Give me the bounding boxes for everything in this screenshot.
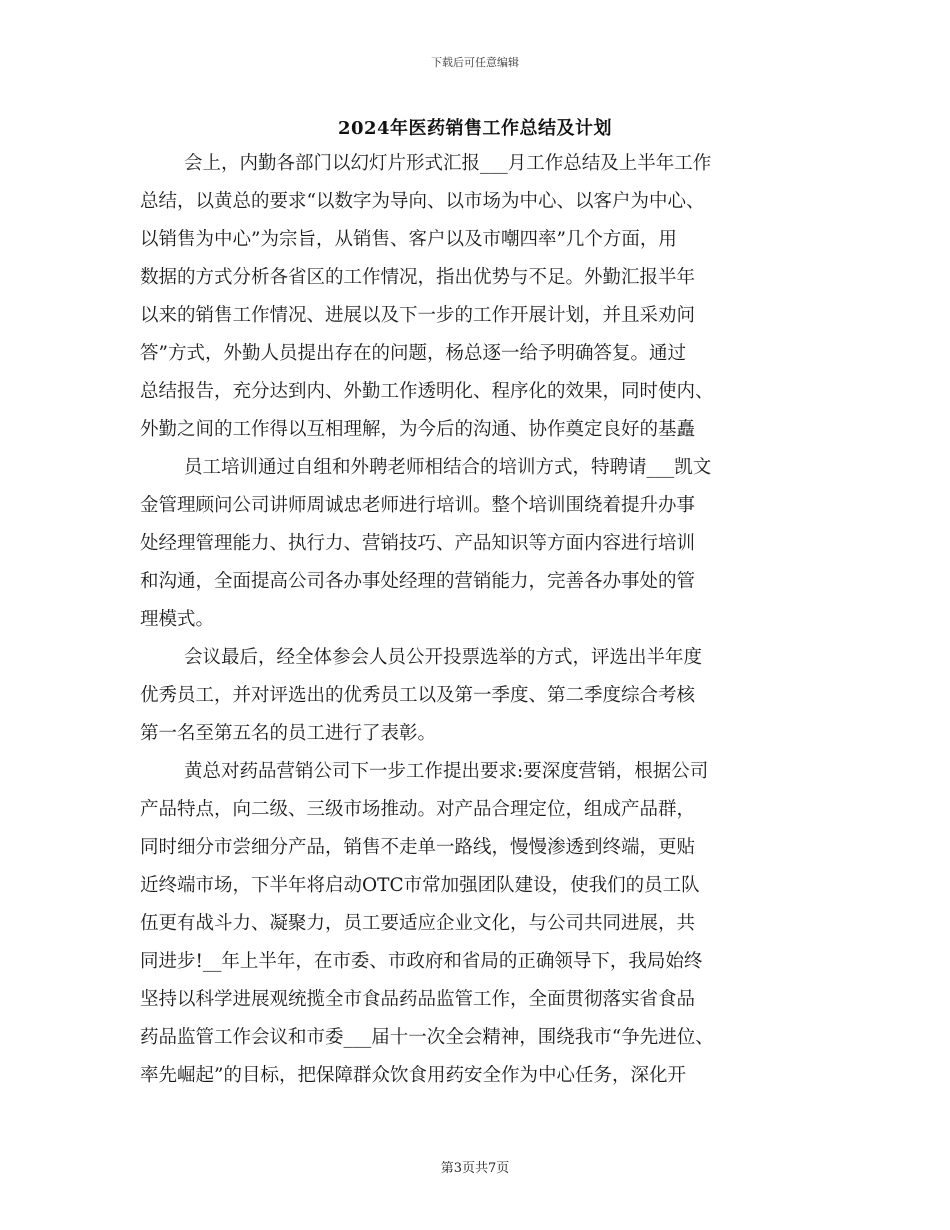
body-line: 外勤之间的工作得以互相理解，为今后的沟通、协作奠定良好的基矗 xyxy=(140,419,696,440)
body-line: 第一名至第五名的员工进行了表彰。 xyxy=(140,723,437,744)
body-line: 数据的方式分析各省区的工作情况，指出优势与不足。外勤汇报半年 xyxy=(140,267,696,288)
body-line: 坚持以科学进展观统揽全市食品药品监管工作，全面贯彻落实省食品 xyxy=(140,989,696,1010)
body-line: 产品特点，向二级、三级市场推动。对产品合理定位，组成产品群， xyxy=(140,799,696,820)
body-line: 员工培训通过自组和外聘老师相结合的培训方式，特聘请___凯文 xyxy=(184,457,712,478)
body-line: 以销售为中心”为宗旨，从销售、客户以及市嘲四率”几个方面，用 xyxy=(140,229,677,250)
body-line: 答”方式，外勤人员提出存在的问题，杨总逐一给予明确答复。通过 xyxy=(140,343,686,364)
document-body xyxy=(140,145,812,1095)
body-line: 理模式。 xyxy=(140,609,215,630)
body-line: 近终端市场，下半年将启动OTC市常加强团队建设，使我们的员工队 xyxy=(140,875,700,896)
document-title: 2024年医药销售工作总结及计划 xyxy=(337,118,613,139)
body-line: 药品监管工作会议和市委___届十一次全会精神，围绕我市“争先进位、 xyxy=(140,1027,714,1048)
body-line: 以来的销售工作情况、进展以及下一步的工作开展计划，并且采劝问 xyxy=(140,305,696,326)
header-note: 下载后可任意编辑 xyxy=(431,56,519,69)
body-line: 处经理管理能力、执行力、营销技巧、产品知识等方面内容进行培训 xyxy=(140,533,696,554)
body-line: 总结报告，充分达到内、外勤工作透明化、程序化的效果，同时使内、 xyxy=(140,381,714,402)
body-line: 同进步!__年上半年，在市委、市政府和省局的正确领导下，我局始终 xyxy=(140,951,703,972)
body-line: 会议最后，经全体参会人员公开投票选举的方式，评选出半年度 xyxy=(184,647,703,668)
body-line: 率先崛起”的目标，把保障群众饮食用药安全作为中心任务，深化开 xyxy=(140,1065,686,1086)
body-line: 同时细分市尝细分产品，销售不走单一路线，慢慢渗透到终端，更贴 xyxy=(140,837,696,858)
body-line: 和沟通，全面提高公司各办事处经理的营销能力，完善各办事处的管 xyxy=(140,571,696,592)
body-line: 金管理顾问公司讲师周诚忠老师进行培训。整个培训围绕着提升办事 xyxy=(140,495,696,516)
body-line: 伍更有战斗力、凝聚力，员工要适应企业文化，与公司共同进展，共 xyxy=(140,913,696,934)
body-line: 优秀员工，并对评选出的优秀员工以及第一季度、第二季度综合考核 xyxy=(140,685,696,706)
body-line: 黄总对药品营销公司下一步工作提出要求:要深度营销，根据公司 xyxy=(184,761,709,782)
body-line: 总结，以黄总的要求“以数字为导向、以市场为中心、以客户为中心、 xyxy=(140,191,705,212)
page-number-footer: 第3页共7页 xyxy=(440,1161,510,1176)
body-line: 会上，内勤各部门以幻灯片形式汇报___月工作总结及上半年工作 xyxy=(184,153,712,174)
